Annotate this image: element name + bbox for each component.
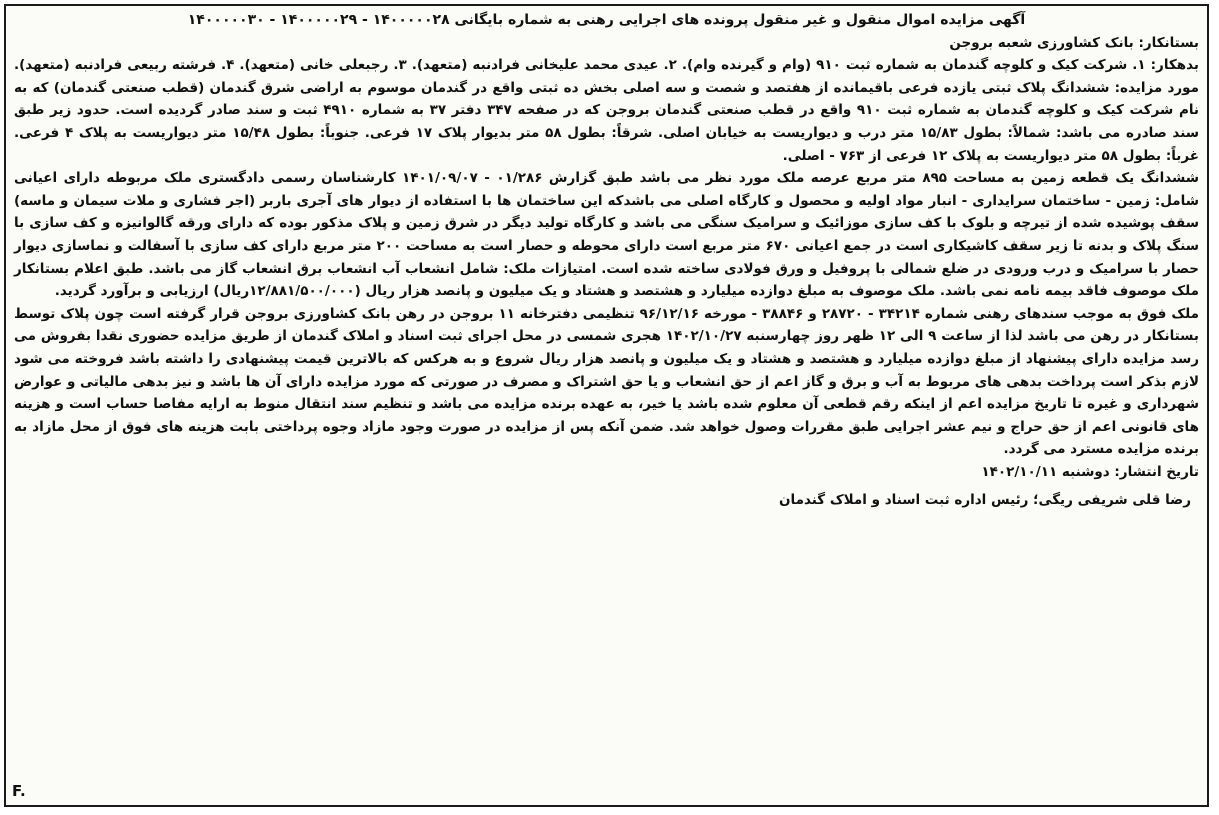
- auction-notice: [4, 4, 1209, 807]
- creditor-line: بستانکار: بانک کشاورزی شعبه بروجن: [949, 34, 1199, 51]
- property-description-paragraph: ششدانگ یک قطعه زمین به مساحت ۸۹۵ متر مربع عرصه ملک مورد نظر می باشد طبق گزارش ۰۱/۲۸۶ - ۱۴۰۱/۰۹/۰۷ کارشناسان رسمی دادگستری ملک مربوطه دارای اعیانی شامل: زمین - ساختمان سرایداری - انبار مواد اولیه و محصول و کارگاه اصلی می باشدکه این ساختمان ها با استفاده از دیوار های آجری باربر (اجر فشاری و ملات سیمان و ماسه) سقف پوشیده شده از تیرچه و بلوک با کف سازی موزائیک و سرامیک سنگی می باشد و کارگاه تولید دیگر در شرق زمین و پلاک مذکور بوده که دارای ورقه گالوانیزه و کف سازی با سنگ پلاک و بدنه تا زیر سقف کاشیکاری است در جمع اعیانی ۶۷۰ متر مربع است دارای محوطه و حصار است به مساحت ۲۰۰ متر مربع دارای کف سازی با آسفالت و نماسازی دیوار حصار با سرامیک و درب ورودی در ضلع شمالی با پروفیل و ورق فولادی ساخته شده است. امتیازات ملک: شامل انشعاب آب انشعاب برق انشعاب گاز می باشد. طبق اعلام بستانکار ملک موصوف فاقد بیمه نامه نمی باشد. ملک موصوف به مبلغ دوازده میلیارد و هشتصد و هشتاد و یک میلیون و پانصد هزار ریال (۱۲/۸۸۱/۵۰۰/۰۰۰ریال) ارزیابی و برآورد گردید.: [14, 170, 1200, 300]
- auction-terms-paragraph: ملک فوق به موجب سندهای رهنی شماره ۳۴۲۱۴ - ۲۸۷۲۰ و ۳۸۸۴۶ - مورخه ۹۶/۱۲/۱۶ تنظیمی دفترخانه ۱۱ بروجن در رهن بانک کشاورزی بروجن قرار گرفته است چون پلاک توسط بستانکار در رهن می باشد لذا از ساعت ۹ الی ۱۲ ظهر روز چهارسنبه ۱۴۰۲/۱۰/۲۷ هجری شمسی در محل اجرای ثبت اسناد و املاک گندمان از طریق مزایده حضوری نقدا بفروش می رسد مزایده دارای پیشنهاد از مبلغ دوازده میلیارد و هشتصد و هشتاد و یک میلیون و پانصد هزار ریال شروع و به هرکس که بالاترین قیمت پیشنهادی را داشته باشد فروخته می شود لازم بذکر است پرداخت بدهی های مربوط به آب و برق و گاز اعم از حق انشعاب و یا حق اشتراک و مصرف در صورتی که مورد مزایده دارای آن ها باشد و نیز بدهی مالیاتی و عوارض شهرداری و غیره تا تاریخ مزایده اعم از اینکه رقم قطعی آن معلوم شده باشد یا خیر، به عهده برنده مزایده می باشد و تنظیم سند انتقال منوط به ارایه مفاصا حساب است و هزینه های قانونی اعم از حق حراج و نیم عشر اجرایی طبق مقررات وصول خواهد شد. ضمن آنکه پس از مزایده در صورت وجود مازاد وجوه پرداختی بابت هزینه های فوق از محل مازاد به برنده مزایده مسترد می گردد.: [14, 305, 1200, 458]
- publication-date: تاریخ انتشار: دوشنبه ۱۴۰۲/۱۰/۱۱: [981, 463, 1199, 480]
- notice-title: آگهی مزایده اموال منقول و غیر منقول پرونده های اجرایی رهنی به شماره بایگانی ۱۴۰۰۰۰۰۲۸ - ۱۴۰۰۰۰۰۲۹ - ۱۴۰۰۰۰۰۳۰: [187, 12, 1026, 28]
- debtors-and-subject-paragraph: بدهکار: ۱. شرکت کیک و کلوچه گندمان به شماره ثبت ۹۱۰ (وام و گیرنده وام). ۲. عیدی محمد علیخانی فرادنبه (متعهد). ۳. رجبعلی خانی (متعهد). ۴. فرشته ربیعی فرادنبه (متعهد). مورد مزایده: ششدانگ پلاک ثبتی یازده فرعی باقیمانده از هفتصد و شصت و سه اصلی بخش ده ثبتی واقع در گندمان موسوم به اراضی شرق گندمان (قطب صنعتی گندمان) که به نام شرکت کیک و کلوچه گندمان به شماره ثبت ۹۱۰ واقع در قطب صنعتی گندمان بروجن که در صفحه ۳۴۷ دفتر ۳۷ به شماره ۴۹۱۰ ثبت و سند صادر گردیده است. حدود زیر طبق سند صادره می باشد: شمالاً: بطول ۱۵/۸۳ متر درب و دیواریست به خیابان اصلی. شرقاً: بطول ۵۸ متر بدیوار پلاک ۱۷ فرعی. جنوباً: بطول ۱۵/۴۸ متر دیواریست به پلاک ۴ فرعی. غرباً: بطول ۵۸ متر دیواریست به پلاک ۱۲ فرعی از ۷۶۳ - اصلی.: [14, 57, 1200, 164]
- corner-mark: F.: [12, 782, 26, 801]
- signature-line: رضا قلی شریفی ریگی؛ رئیس اداره ثبت اسناد و املاک گندمان: [779, 492, 1191, 509]
